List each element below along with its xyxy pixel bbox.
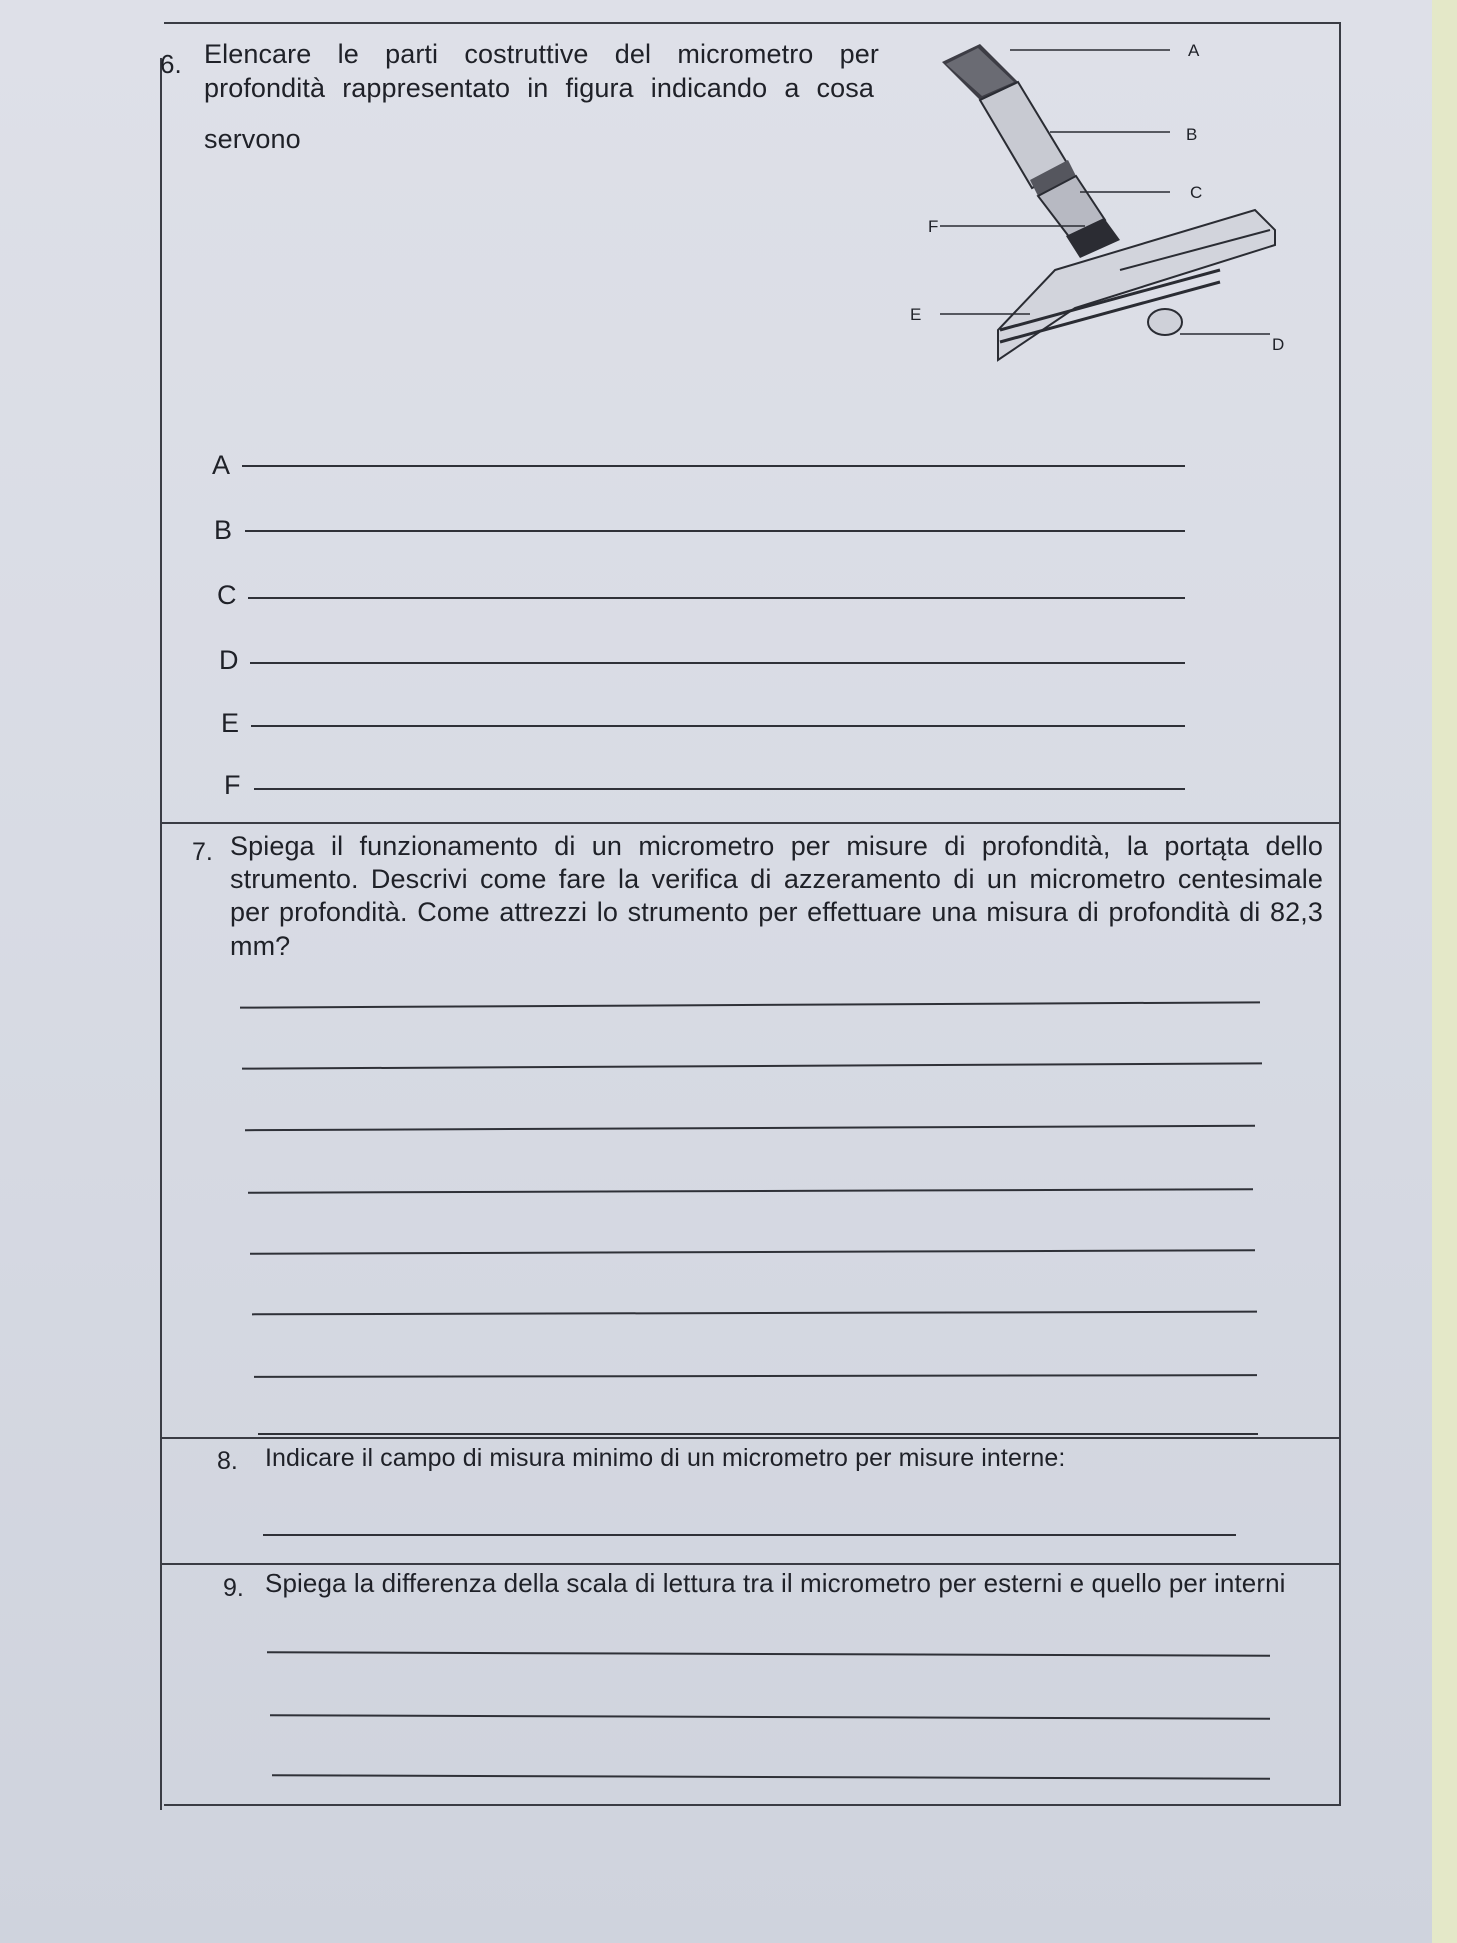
answer-line-e[interactable] (251, 725, 1185, 727)
q7-text-line2: strumento. Descrivi come fare la verifica di azzeramento di un micrometro centesimale (230, 864, 1323, 894)
answer-label-e: E (221, 708, 240, 738)
frame-left-border (160, 58, 162, 1810)
q6-text-line1: Elencare le parti costruttive del micrometro per (204, 39, 879, 69)
q8-number: 8. (217, 1447, 238, 1475)
answer-label-c: C (217, 580, 237, 610)
answer-line-a[interactable] (242, 465, 1185, 467)
divider-q6-q7 (162, 822, 1341, 824)
q6-text-line3: servono (204, 124, 301, 154)
answer-label-b: B (214, 515, 233, 545)
diagram-label-b: B (1186, 125, 1198, 144)
diagram-label-a: A (1188, 41, 1200, 60)
q7-text-line4: mm? (230, 931, 291, 961)
answer-line-d[interactable] (250, 662, 1185, 664)
diagram-label-f: F (928, 217, 939, 236)
answer-label-d: D (219, 645, 239, 675)
divider-q7-q8 (162, 1437, 1341, 1439)
diagram-label-c: C (1190, 183, 1203, 202)
q6-number: 6. (160, 49, 182, 79)
q6-text-line2: profondità rappresentato in figura indicando a cosa (204, 73, 874, 103)
base-knob (1148, 309, 1182, 335)
q7-number: 7. (192, 838, 213, 866)
q9-text: Spiega la differenza della scala di lettura tra il micrometro per esterni e quello per interni (265, 1568, 1286, 1598)
q9-number: 9. (223, 1574, 244, 1602)
q7-answer-line-8[interactable] (258, 1433, 1258, 1435)
q7-text-line1: Spiega il funzionamento di un micrometro per misure di profondità, la portąta dello (230, 831, 1323, 861)
answer-line-b[interactable] (245, 530, 1185, 532)
q7-text-line3: per profondità. Come attrezzi lo strumento per effettuare una misura di profondità di 82,3 (230, 897, 1323, 927)
base (998, 210, 1275, 360)
q8-text: Indicare il campo di misura minimo di un micrometro per misure interne: (265, 1444, 1066, 1472)
answer-label-f: F (224, 770, 241, 800)
divider-q8-q9 (162, 1563, 1341, 1565)
answer-label-a: A (212, 450, 231, 480)
depth-micrometer-diagram (880, 30, 1320, 370)
answer-line-f[interactable] (254, 788, 1185, 790)
answer-line-c[interactable] (248, 597, 1185, 599)
diagram-label-d: D (1272, 335, 1285, 354)
diagram-label-e: E (910, 305, 922, 324)
q8-answer-line[interactable] (263, 1534, 1236, 1536)
